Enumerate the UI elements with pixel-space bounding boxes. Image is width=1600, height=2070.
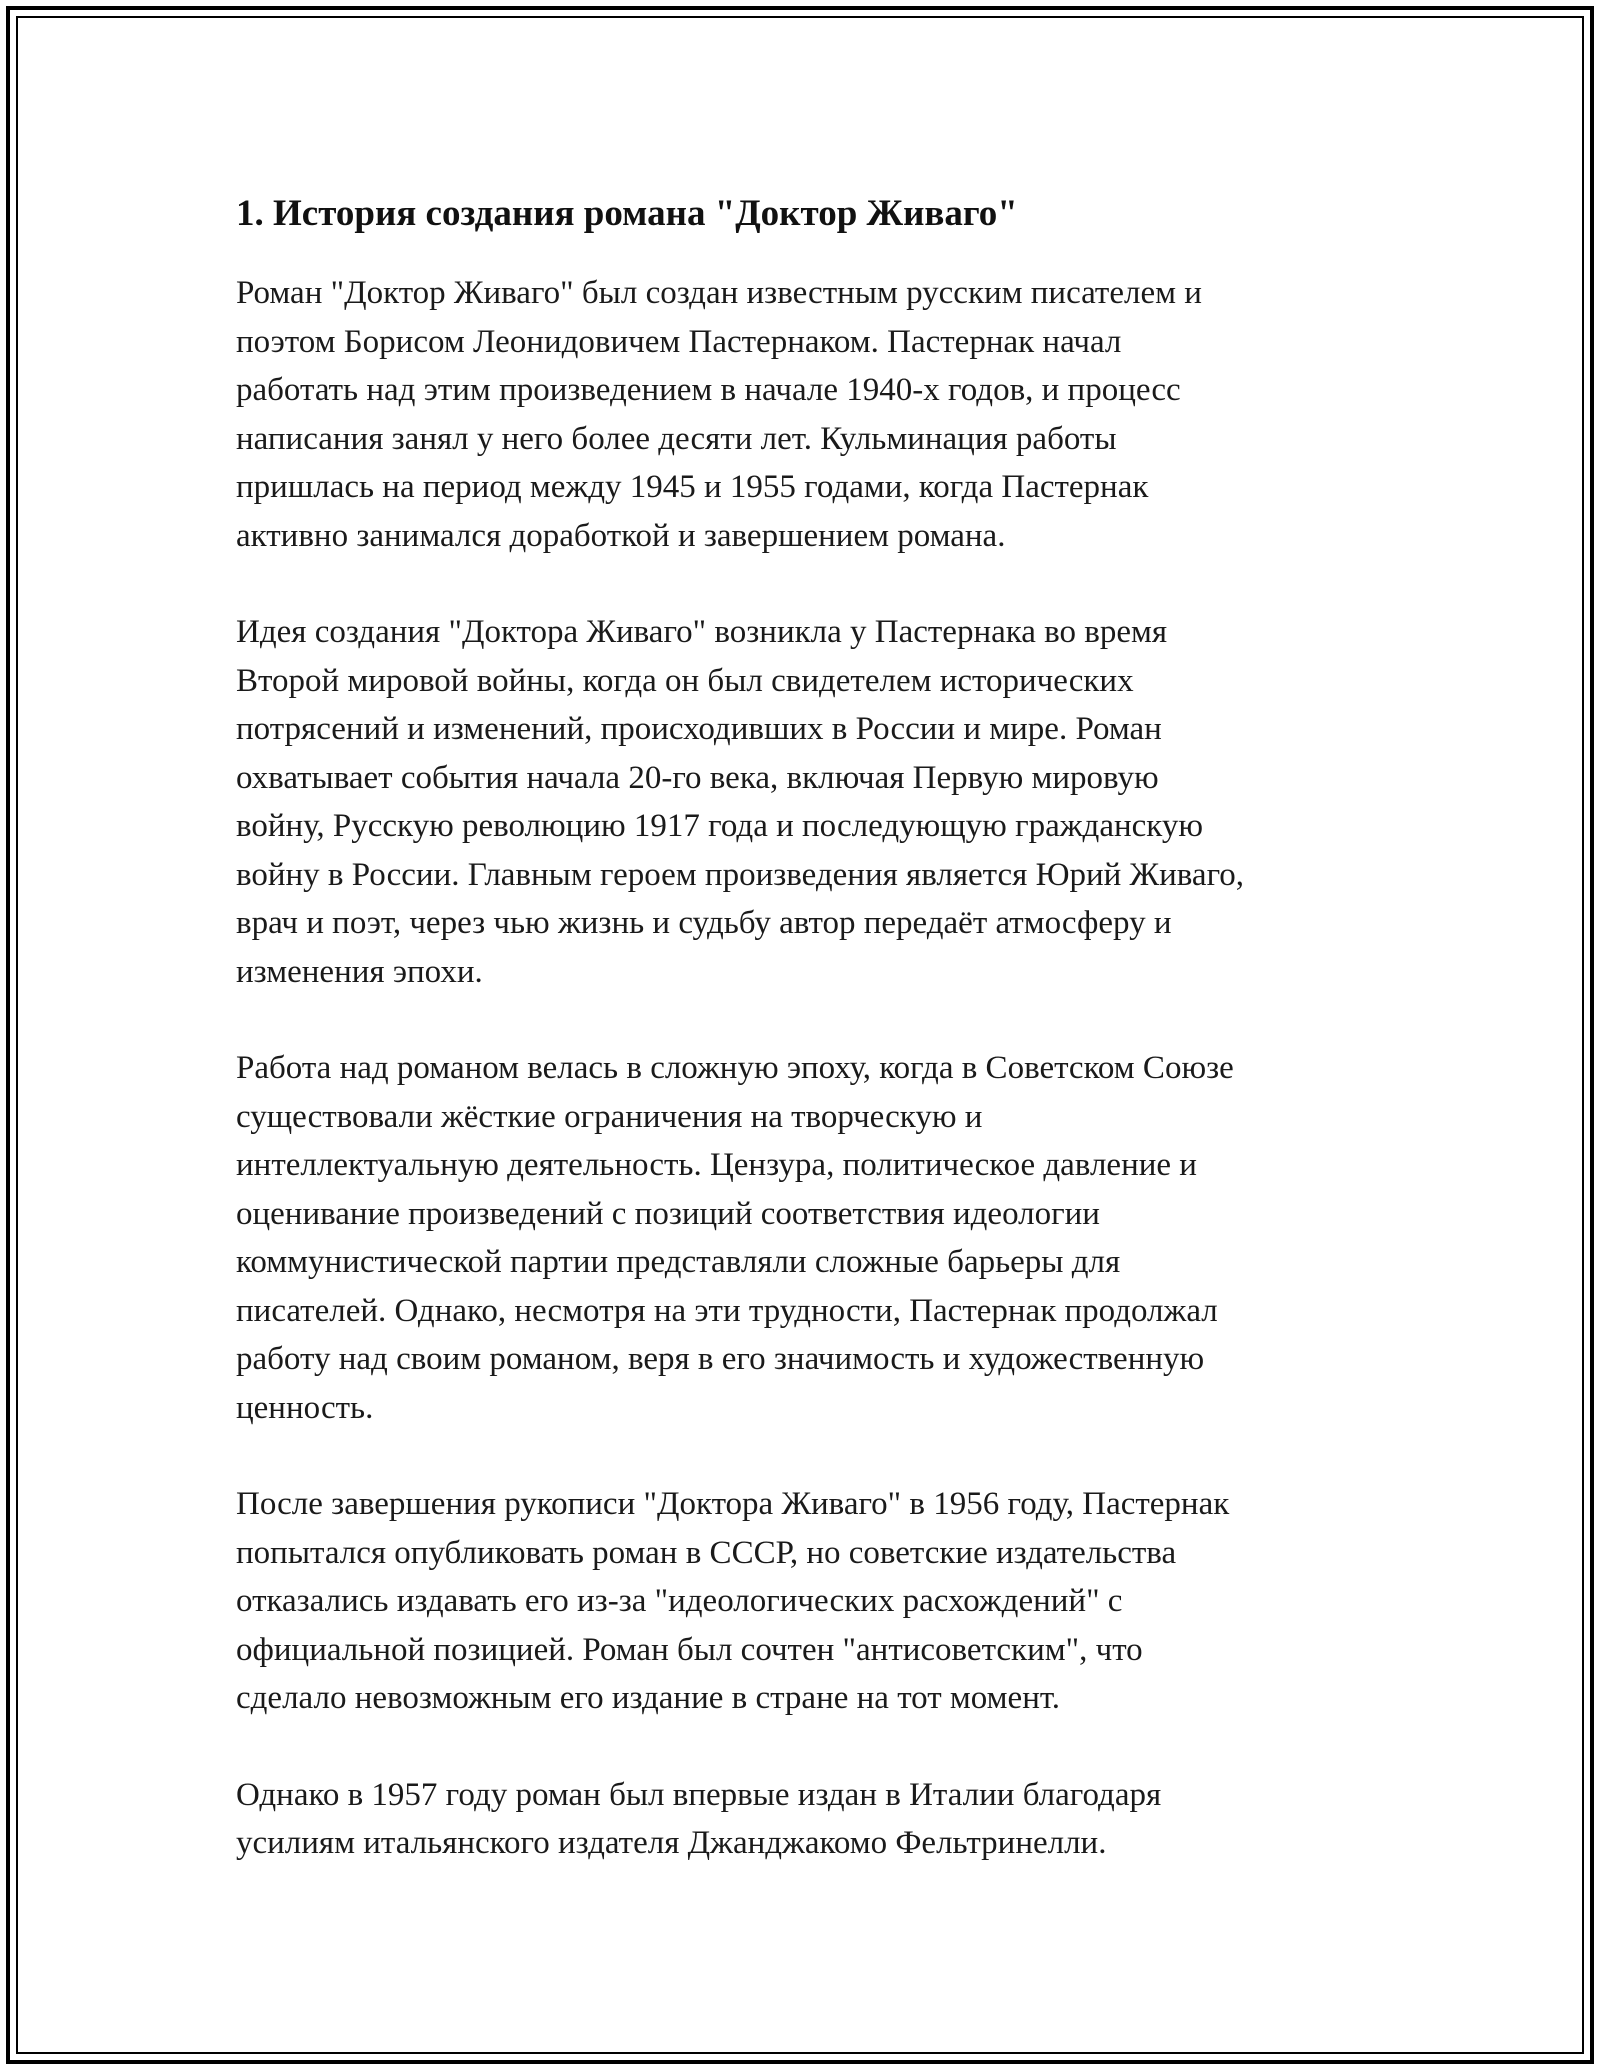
- paragraph-line: Однако в 1957 году роман был впервые издан в Италии благодаря: [236, 1776, 1162, 1813]
- paragraph-line: усилиям итальянского издателя Джанджакомо Фельтринелли.: [236, 1825, 1107, 1861]
- paragraph-line: ценность.: [236, 1389, 374, 1426]
- paragraph-line: поэтом Борисом Леонидовичем Пастернаком. Пастернак начал: [236, 323, 1122, 360]
- paragraph-line: писателей. Однако, несмотря на эти трудности, Пастернак продолжал: [236, 1292, 1218, 1329]
- paragraph-line: После завершения рукописи "Доктора Живаго" в 1956 году, Пастернак: [236, 1486, 1230, 1522]
- paragraph-3: [236, 1044, 1376, 1432]
- paragraph-line: написания занял у него более десяти лет. Кульминация работы: [236, 420, 1117, 457]
- paragraph-line: интеллектуальную деятельность. Цензура, политическое давление и: [236, 1147, 1197, 1183]
- paragraph-line: попытался опубликовать роман в СССР, но советские издательства: [236, 1534, 1177, 1571]
- paragraph-line: официальной позицией. Роман был сочтен "антисоветским", что: [236, 1631, 1143, 1668]
- paragraph-line: охватывает события начала 20-го века, включая Первую мировую: [236, 759, 1159, 796]
- paragraph-5: [236, 1771, 1376, 1868]
- paragraph-line: войну, Русскую революцию 1917 года и последующую гражданскую: [236, 808, 1204, 844]
- paragraph-1: [236, 269, 1376, 560]
- section-heading: 1. История создания романа "Доктор Живаго": [236, 193, 1018, 234]
- paragraph-4: [236, 1480, 1376, 1723]
- paragraph-line: коммунистической партии представляли сложные барьеры для: [236, 1244, 1121, 1280]
- document-body: [236, 185, 1376, 1916]
- paragraph-line: Идея создания "Доктора Живаго" возникла у Пастернака во время: [236, 614, 1168, 650]
- paragraph-line: работать над этим произведением в начале 1940-х годов, и процесс: [236, 372, 1181, 408]
- paragraph-line: войну в России. Главным героем произведения является Юрий Живаго,: [236, 856, 1245, 893]
- paragraph-line: Роман "Доктор Живаго" был создан известным русским писателем и: [236, 275, 1202, 311]
- paragraph-line: работу над своим романом, веря в его значимость и художественную: [236, 1341, 1205, 1377]
- paragraph-line: врач и поэт, через чью жизнь и судьбу автор передаёт атмосферу и: [236, 905, 1172, 941]
- paragraph-line: изменения эпохи.: [236, 953, 483, 990]
- paragraph-line: активно занимался доработкой и завершением романа.: [236, 517, 1006, 554]
- paragraph-line: Работа над романом велась в сложную эпоху, когда в Советском Союзе: [236, 1050, 1234, 1086]
- paragraph-line: оценивание произведений с позиций соответствия идеологии: [236, 1195, 1100, 1232]
- paragraph-line: сделало невозможным его издание в стране на тот момент.: [236, 1680, 1061, 1716]
- paragraph-line: потрясений и изменений, происходивших в России и мире. Роман: [236, 711, 1162, 747]
- paragraph-line: существовали жёсткие ограничения на творческую и: [236, 1098, 983, 1135]
- paragraph-line: Второй мировой войны, когда он был свидетелем исторических: [236, 662, 1134, 699]
- paragraph-line: отказались издавать его из-за "идеологических расхождений" с: [236, 1583, 1123, 1619]
- paragraph-line: пришлась на период между 1945 и 1955 годами, когда Пастернак: [236, 469, 1149, 505]
- paragraph-2: [236, 608, 1376, 996]
